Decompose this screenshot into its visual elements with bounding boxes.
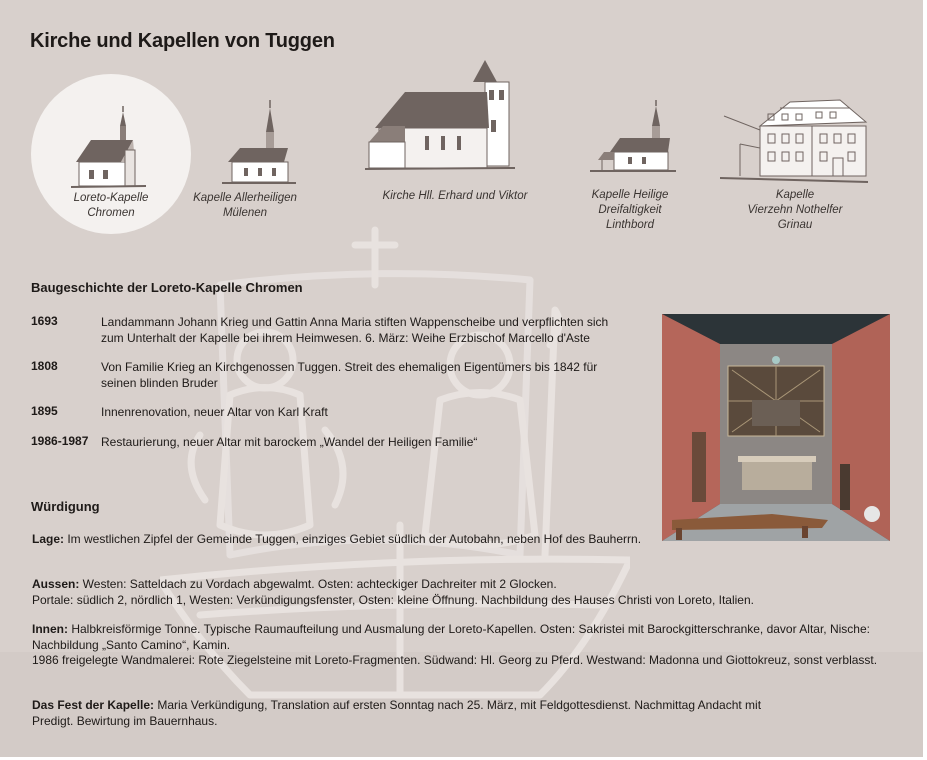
history-heading: Baugeschichte der Loreto-Kapelle Chromen [31,280,303,295]
allerheiligen-chapel-illustration [188,96,302,188]
appraisal-label: Das Fest der Kapelle: [32,698,155,712]
appraisal-label: Innen: [32,622,68,636]
parish-church-illustration [365,56,545,176]
appraisal-heading: Würdigung [31,499,100,514]
timeline-year: 1895 [31,404,58,418]
church-caption-line: Vierzehn Nothelfer [747,204,843,216]
timeline-text: Innenrenovation, neuer Altar von Karl Kraft [101,405,328,419]
church-erhard-viktor[interactable] [365,56,545,206]
appraisal-lage [32,532,892,548]
appraisal-text: Maria Verkündigung, Translation auf ersten Sonntag nach 25. März, mit Feldgottesdienst. Nachmittag Andacht mit Predigt. Bewirtung im Bauernhaus. [32,698,762,728]
timeline-year: 1808 [31,359,58,373]
church-dreifaltigkeit-linthbord[interactable] [580,96,680,236]
church-vierzehn-nothelfer-grinau[interactable] [720,96,870,236]
appraisal-label: Lage: [32,532,65,546]
dreifaltigkeit-chapel-illustration [580,96,680,178]
church-caption-line: Kirche Hll. Erhard und Viktor [382,190,528,202]
church-caption-line: Grinau [777,219,813,231]
appraisal-text: Portale: südlich 2, nördlich 1, Westen: Verkündigungsfenster, Osten: kleine Öffnung. Nachbildung des Hauses Christi von Loreto, Italien. [32,592,754,607]
appraisal-label: Aussen: [32,577,80,591]
church-loreto-chromen[interactable] [31,74,191,234]
appraisal-fest [32,698,792,729]
church-caption-line: Linthbord [606,219,654,231]
chapel-interior-photo [662,314,890,541]
appraisal-text: Halbkreisförmige Tonne. Typische Raumaufteilung und Ausmalung der Loreto-Kapellen. Osten: Sakristei mit Barockgitterschranke, davor Altar, Nische: Nachbildung „Santo Camino“, Kamin. [32,622,870,652]
church-caption-line: Mülenen [222,207,268,219]
timeline-text: Landammann Johann Krieg und Gattin Anna Maria stiften Wappenscheibe und verpflichten sich zum Unterhalt der Kapelle bei ihrem Heimwesen. 6. März: Weihe Erzbischof Marcello d'Aste [101,315,609,345]
church-caption-line: Kapelle [775,189,815,201]
appraisal-aussen [32,577,892,608]
appraisal-text: 1986 freigelegte Wandmalerei: Rote Ziegelsteine mit Loreto-Fragmenten. Südwand: Hl. Georg zu Pferd. Westwand: Madonna und Giottokreuz, sonst verblasst. [32,653,878,667]
church-caption-line: Kapelle Heilige [591,189,669,201]
page-title: Kirche und Kapellen von Tuggen [30,30,335,52]
appraisal-innen [32,622,892,669]
timeline-text: Von Familie Krieg an Kirchgenossen Tuggen. Streit des ehemaligen Eigentümers bis 1842 für seinen blinden Bruder [101,360,598,390]
church-allerheiligen-muelenen[interactable] [188,96,302,226]
timeline-text: Restaurierung, neuer Altar mit barockem „Wandel der Heiligen Familie“ [101,435,478,449]
appraisal-text: Im westlichen Zipfel der Gemeinde Tuggen, einziges Gebiet südlich der Autobahn, neben Hof des Bauherrn. [64,532,642,546]
timeline-year: 1693 [31,314,58,328]
church-caption-line: Chromen [87,207,135,219]
timeline-year: 1986-1987 [31,434,89,448]
church-caption-line: Loreto-Kapelle [73,192,149,204]
church-caption-line: Kapelle Allerheiligen [193,192,297,204]
appraisal-text: Westen: Satteldach zu Vordach abgewalmt. Osten: achteckiger Dachreiter mit 2 Glocken. [79,577,557,591]
church-caption-line: Dreifaltigkeit [598,204,662,216]
nothelfer-chapel-illustration [720,96,870,188]
loreto-chapel-illustration [31,74,191,194]
